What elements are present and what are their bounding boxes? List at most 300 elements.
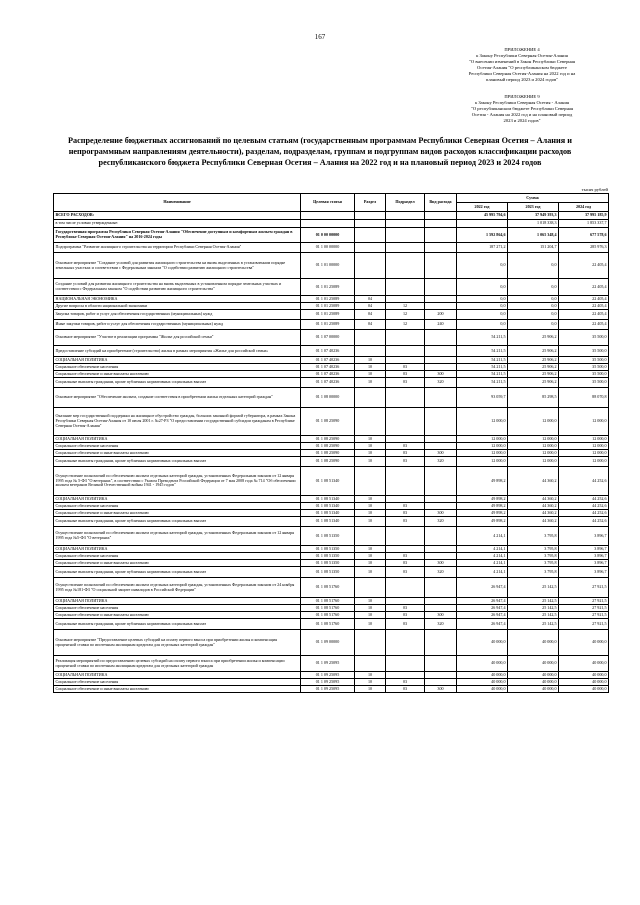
page-number: 167 <box>314 33 326 41</box>
row-target-code: 01 1 07 40236 <box>301 346 355 357</box>
row-amount-2024: 12 000,0 <box>559 443 609 450</box>
row-amount-2022: 40 000,0 <box>457 686 508 693</box>
row-amount-2022: 12 000,0 <box>457 408 508 436</box>
row-name: Закупка товаров, работ и услуг для обеспечения государственных (муниципальных) нужд <box>54 310 301 320</box>
row-amount-2023: 40 000,0 <box>508 679 559 686</box>
row-name: в том числе условно утвержденные: <box>54 220 301 228</box>
row-expense-type-code <box>425 496 457 503</box>
table-row <box>54 243 609 253</box>
table-row <box>54 560 609 567</box>
row-amount-2024: 12 000,0 <box>559 436 609 443</box>
row-expense-type-code <box>425 303 457 310</box>
row-subsection-code: 03 <box>386 679 425 686</box>
row-expense-type-code <box>425 253 457 279</box>
table-row <box>54 253 609 279</box>
header-subsection: Подраздел <box>386 194 425 212</box>
row-expense-type-code <box>425 330 457 346</box>
row-amount-2023: 25 906,2 <box>508 346 559 357</box>
row-target-code: 01 1 01 25089 <box>301 310 355 320</box>
row-section-code: 10 <box>355 553 386 560</box>
row-target-code: 01 0 00 00000 <box>301 228 355 243</box>
table-row <box>54 330 609 346</box>
row-amount-2024: 3 896,7 <box>559 527 609 546</box>
row-expense-type-code: 320 <box>425 619 457 630</box>
row-expense-type-code <box>425 605 457 612</box>
row-name: Социальное обеспечение и иные выплаты населению <box>54 510 301 517</box>
row-amount-2022: 45 995 794,6 <box>457 212 508 220</box>
row-amount-2022: 49 898,2 <box>457 503 508 510</box>
row-amount-2023: 1 065 348,4 <box>508 228 559 243</box>
row-section-code <box>355 220 386 228</box>
row-target-code: 01 1 01 00000 <box>301 253 355 279</box>
row-amount-2022: 26 947,4 <box>457 619 508 630</box>
row-expense-type-code: 320 <box>425 457 457 467</box>
row-section-code <box>355 656 386 672</box>
row-name: Реализация мероприятий по предоставлению целевых субсидий на оплату первого взноса при приобретении жилья и компенсации процентной ставки по ипотечным жилищным кредитам для отдельных категорий граждан <box>54 656 301 672</box>
row-amount-2024: 3 896,7 <box>559 546 609 553</box>
row-amount-2024: 22 405,4 <box>559 296 609 303</box>
row-expense-type-code <box>425 503 457 510</box>
row-amount-2024: 35 500,0 <box>559 357 609 364</box>
row-amount-2022: 0,0 <box>457 310 508 320</box>
row-name: СОЦИАЛЬНАЯ ПОЛИТИКА <box>54 672 301 679</box>
row-expense-type-code: 300 <box>425 510 457 517</box>
row-amount-2022: 12 000,0 <box>457 450 508 457</box>
row-subsection-code <box>386 279 425 296</box>
row-amount-2022: 4 214,1 <box>457 560 508 567</box>
row-amount-2023: 25 142,5 <box>508 605 559 612</box>
row-name: Социальные выплаты гражданам, кроме публичных нормативных социальных выплат <box>54 378 301 388</box>
row-section-code <box>355 253 386 279</box>
table-row <box>54 510 609 517</box>
row-target-code: 01 1 08 25090 <box>301 436 355 443</box>
row-amount-2024: 44 252,6 <box>559 510 609 517</box>
row-name: Оказание мер государственной поддержки на жилищное обустройство граждан, больших законной формой губернатора, в рамках Закона Республики Северная Осетия-Алания от 10 июля 2001 г. №27-РЗ "О предоставлении государственной субсидии гражданам в Республике Северная Осетия-Алания" <box>54 408 301 436</box>
budget-table <box>53 193 609 693</box>
row-expense-type-code <box>425 388 457 408</box>
row-amount-2023: 25 906,2 <box>508 364 559 371</box>
row-subsection-code <box>386 243 425 253</box>
row-name: Социальные выплаты гражданам, кроме публичных нормативных социальных выплат <box>54 517 301 527</box>
table-row <box>54 320 609 330</box>
row-amount-2024: 44 252,6 <box>559 503 609 510</box>
row-target-code: 01 1 07 40236 <box>301 378 355 388</box>
table-row <box>54 656 609 672</box>
row-target-code: 01 1 08 51350 <box>301 560 355 567</box>
row-amount-2022: 26 947,4 <box>457 612 508 619</box>
row-subsection-code <box>386 496 425 503</box>
row-section-code: 10 <box>355 567 386 578</box>
row-subsection-code <box>386 296 425 303</box>
table-row <box>54 605 609 612</box>
row-section-code <box>355 212 386 220</box>
row-target-code: 01 1 08 51340 <box>301 503 355 510</box>
table-row <box>54 517 609 527</box>
row-name: Осуществление полномочий по обеспечению жильем отдельных категорий граждан, установленных Федеральным законом от 24 ноября 1995 года №181-ФЗ "О социальной защите инвалидов в Российской Федерации" <box>54 578 301 598</box>
row-target-code: 01 1 08 25090 <box>301 408 355 436</box>
row-section-code <box>355 388 386 408</box>
row-name: Социальное обеспечение и иные выплаты населению <box>54 560 301 567</box>
row-amount-2024: 27 921,5 <box>559 605 609 612</box>
row-subsection-code <box>386 527 425 546</box>
row-section-code: 10 <box>355 357 386 364</box>
appendix-9-line: 2023 и 2024 годов" <box>503 118 541 123</box>
row-amount-2024: 88 070,8 <box>559 388 609 408</box>
row-subsection-code: 03 <box>386 371 425 378</box>
header-expense-type: Вид расхода <box>425 194 457 212</box>
row-target-code: 01 1 07 00000 <box>301 330 355 346</box>
row-target-code: 01 1 08 51760 <box>301 578 355 598</box>
row-subsection-code <box>386 467 425 496</box>
row-subsection-code <box>386 212 425 220</box>
row-subsection-code: 03 <box>386 619 425 630</box>
table-row <box>54 496 609 503</box>
row-amount-2024: 35 500,0 <box>559 330 609 346</box>
row-target-code: 01 1 07 40236 <box>301 364 355 371</box>
row-expense-type-code <box>425 443 457 450</box>
row-amount-2024: 37 995 185,9 <box>559 212 609 220</box>
row-name: Основное мероприятие "Предоставление целевых субсидий на оплату первого взноса при приобретении жилья и компенсация процентной ставки по ипотечным жилищным кредитам для отдельных категорий граждан" <box>54 630 301 656</box>
row-amount-2024: 3 896,7 <box>559 567 609 578</box>
table-row <box>54 553 609 560</box>
row-target-code: 01 1 08 51340 <box>301 496 355 503</box>
table-row <box>54 612 609 619</box>
row-amount-2023: 44 360,2 <box>508 510 559 517</box>
row-amount-2024: 40 000,0 <box>559 686 609 693</box>
row-expense-type-code <box>425 598 457 605</box>
row-amount-2023: 3 795,8 <box>508 560 559 567</box>
row-amount-2023: 3 795,8 <box>508 527 559 546</box>
row-target-code: 01 1 08 51760 <box>301 612 355 619</box>
row-target-code: 01 1 09 00000 <box>301 630 355 656</box>
row-name: Социальное обеспечение населения <box>54 443 301 450</box>
row-section-code: 10 <box>355 436 386 443</box>
row-name: Подпрограмма "Развитие жилищного строительства на территории Республики Северная Осетия-Алания" <box>54 243 301 253</box>
row-amount-2024: 12 000,0 <box>559 457 609 467</box>
row-amount-2024: 44 252,6 <box>559 496 609 503</box>
row-subsection-code: 03 <box>386 553 425 560</box>
row-amount-2023: 44 360,2 <box>508 467 559 496</box>
table-row <box>54 388 609 408</box>
row-expense-type-code <box>425 436 457 443</box>
row-name: СОЦИАЛЬНАЯ ПОЛИТИКА <box>54 546 301 553</box>
row-expense-type-code: 300 <box>425 686 457 693</box>
row-amount-2023: 1 018 338,3 <box>508 220 559 228</box>
row-amount-2022: 12 000,0 <box>457 443 508 450</box>
row-target-code: 01 1 08 25090 <box>301 443 355 450</box>
row-section-code: 10 <box>355 517 386 527</box>
row-amount-2023: 44 360,2 <box>508 517 559 527</box>
row-expense-type-code: 200 <box>425 310 457 320</box>
row-section-code: 10 <box>355 546 386 553</box>
row-amount-2023: 0,0 <box>508 296 559 303</box>
appendix-9-line: к Закону Республики Северная Осетия - Алания <box>474 100 570 105</box>
table-row <box>54 303 609 310</box>
row-name: Иные закупки товаров, работ и услуг для обеспечения государственных (муниципальных) нужд <box>54 320 301 330</box>
table-row <box>54 567 609 578</box>
row-subsection-code <box>386 228 425 243</box>
row-amount-2023: 25 906,2 <box>508 330 559 346</box>
row-amount-2022: 93 059,7 <box>457 388 508 408</box>
row-amount-2023: 12 000,0 <box>508 450 559 457</box>
row-subsection-code <box>386 357 425 364</box>
table-row <box>54 310 609 320</box>
row-amount-2022: 4 214,1 <box>457 567 508 578</box>
row-amount-2022: 40 000,0 <box>457 656 508 672</box>
row-target-code: 01 1 07 40236 <box>301 357 355 364</box>
table-row <box>54 212 609 220</box>
row-amount-2023: 3 795,8 <box>508 567 559 578</box>
row-amount-2023: 0,0 <box>508 279 559 296</box>
table-row <box>54 598 609 605</box>
row-name: Социальное обеспечение населения <box>54 503 301 510</box>
header-section: Раздел <box>355 194 386 212</box>
row-name: СОЦИАЛЬНАЯ ПОЛИТИКА <box>54 436 301 443</box>
row-subsection-code: 03 <box>386 503 425 510</box>
table-row <box>54 371 609 378</box>
row-target-code: 01 1 08 51760 <box>301 598 355 605</box>
row-subsection-code: 03 <box>386 517 425 527</box>
row-expense-type-code <box>425 672 457 679</box>
row-amount-2023: 25 142,5 <box>508 612 559 619</box>
row-expense-type-code <box>425 364 457 371</box>
row-expense-type-code <box>425 220 457 228</box>
row-section-code: 10 <box>355 605 386 612</box>
row-name: СОЦИАЛЬНАЯ ПОЛИТИКА <box>54 598 301 605</box>
row-expense-type-code: 300 <box>425 560 457 567</box>
row-expense-type-code: 240 <box>425 320 457 330</box>
table-row <box>54 527 609 546</box>
table-row <box>54 279 609 296</box>
row-amount-2023: 25 906,2 <box>508 378 559 388</box>
table-row <box>54 457 609 467</box>
row-target-code: 01 1 08 51340 <box>301 510 355 517</box>
row-target-code: 01 1 01 25089 <box>301 303 355 310</box>
row-section-code: 04 <box>355 303 386 310</box>
row-amount-2022: 54 211,5 <box>457 330 508 346</box>
appendix-9-line: Осетия - Алания на 2022 год и на плановый период <box>471 112 573 117</box>
row-amount-2022: 40 000,0 <box>457 679 508 686</box>
row-amount-2023: 25 906,2 <box>508 357 559 364</box>
appendix-4-line: Осетия-Алания "О республиканском бюджете <box>477 65 567 70</box>
row-amount-2023: 25 142,5 <box>508 619 559 630</box>
row-amount-2022: 40 000,0 <box>457 630 508 656</box>
table-row <box>54 228 609 243</box>
row-target-code <box>301 220 355 228</box>
row-target-code: 01 1 01 25089 <box>301 296 355 303</box>
header-2022: 2022 год <box>457 203 508 212</box>
row-amount-2022: 54 211,5 <box>457 364 508 371</box>
row-amount-2022: 40 000,0 <box>457 672 508 679</box>
row-target-code: 01 1 08 51760 <box>301 619 355 630</box>
row-target-code: 01 1 08 51350 <box>301 527 355 546</box>
row-expense-type-code <box>425 346 457 357</box>
row-section-code: 10 <box>355 560 386 567</box>
row-amount-2022: 0,0 <box>457 279 508 296</box>
row-expense-type-code <box>425 630 457 656</box>
row-subsection-code: 03 <box>386 612 425 619</box>
table-row <box>54 364 609 371</box>
row-amount-2023: 0,0 <box>508 310 559 320</box>
row-amount-2022: 4 214,1 <box>457 527 508 546</box>
row-section-code <box>355 630 386 656</box>
appendix-4-line: к Закону Республики Северная Осетия-Алания <box>476 53 568 58</box>
document-title: Распределение бюджетных ассигнований по целевым статьям (государственным программам Республики Северная Осетия – Алания и непрограммным направлениям деятельности), разделам, подразделам, группам и подгруппам видов расходов классификации расходов республиканского бюджета Республики Северная Осетия – Алания на 2022 год и на плановый период 2023 и 2024 годов <box>68 136 572 167</box>
row-expense-type-code <box>425 527 457 546</box>
row-amount-2024: 12 000,0 <box>559 408 609 436</box>
row-subsection-code: 03 <box>386 510 425 517</box>
row-amount-2024: 40 000,0 <box>559 672 609 679</box>
row-amount-2024: 35 500,0 <box>559 346 609 357</box>
row-subsection-code <box>386 578 425 598</box>
row-section-code <box>355 228 386 243</box>
row-amount-2023: 12 000,0 <box>508 457 559 467</box>
row-amount-2022: 49 898,2 <box>457 467 508 496</box>
table-row <box>54 686 609 693</box>
row-section-code: 10 <box>355 443 386 450</box>
row-amount-2024: 22 405,4 <box>559 303 609 310</box>
row-name: Социальные выплаты гражданам, кроме публичных нормативных социальных выплат <box>54 457 301 467</box>
row-expense-type-code <box>425 553 457 560</box>
row-subsection-code: 03 <box>386 364 425 371</box>
row-subsection-code <box>386 330 425 346</box>
row-subsection-code: 12 <box>386 310 425 320</box>
units-label: тысяч рублей <box>581 187 608 192</box>
row-target-code: 01 1 08 51760 <box>301 605 355 612</box>
row-amount-2022: 26 947,4 <box>457 578 508 598</box>
row-section-code: 10 <box>355 672 386 679</box>
row-section-code: 10 <box>355 510 386 517</box>
row-amount-2024: 22 405,4 <box>559 320 609 330</box>
row-name: СОЦИАЛЬНАЯ ПОЛИТИКА <box>54 496 301 503</box>
row-section-code: 10 <box>355 598 386 605</box>
table-row <box>54 546 609 553</box>
header-2023: 2023 год <box>508 203 559 212</box>
row-amount-2023: 12 000,0 <box>508 408 559 436</box>
row-section-code <box>355 279 386 296</box>
row-amount-2022: 1 592 864,6 <box>457 228 508 243</box>
table-row <box>54 467 609 496</box>
row-section-code <box>355 527 386 546</box>
header-2024: 2024 год <box>559 203 609 212</box>
row-amount-2023: 44 360,2 <box>508 496 559 503</box>
row-amount-2024: 44 252,6 <box>559 467 609 496</box>
row-expense-type-code <box>425 679 457 686</box>
row-amount-2024: 40 000,0 <box>559 656 609 672</box>
row-amount-2022: 0,0 <box>457 253 508 279</box>
row-subsection-code <box>386 346 425 357</box>
row-subsection-code <box>386 656 425 672</box>
row-section-code <box>355 578 386 598</box>
row-amount-2022 <box>457 220 508 228</box>
row-amount-2024: 12 000,0 <box>559 450 609 457</box>
table-body <box>54 212 609 693</box>
row-amount-2024: 27 921,5 <box>559 578 609 598</box>
row-amount-2023: 25 142,5 <box>508 598 559 605</box>
row-name: Основное мероприятие "Обеспечение жильем, создание соответствия в приобретении жилья отдельных категорий граждан" <box>54 388 301 408</box>
row-name: Социальное обеспечение населения <box>54 364 301 371</box>
row-amount-2023: 44 360,2 <box>508 503 559 510</box>
row-name: Государственная программа Республики Северная Осетия-Алания "Обеспечение доступным и комфортным жильем граждан в Республике Северная Осетия-Алания" на 2016-2024 годы <box>54 228 301 243</box>
row-section-code <box>355 408 386 436</box>
header-name: Наименование <box>54 194 301 212</box>
row-subsection-code: 03 <box>386 567 425 578</box>
row-amount-2023: 40 000,0 <box>508 686 559 693</box>
row-amount-2023: 3 795,8 <box>508 546 559 553</box>
row-expense-type-code <box>425 467 457 496</box>
row-subsection-code: 03 <box>386 457 425 467</box>
table-row <box>54 296 609 303</box>
row-amount-2022: 49 898,2 <box>457 496 508 503</box>
row-expense-type-code <box>425 357 457 364</box>
table-row <box>54 672 609 679</box>
row-section-code <box>355 243 386 253</box>
row-subsection-code <box>386 388 425 408</box>
row-target-code: 01 1 09 25095 <box>301 686 355 693</box>
table-row <box>54 220 609 228</box>
row-amount-2022: 0,0 <box>457 303 508 310</box>
row-expense-type-code <box>425 546 457 553</box>
row-amount-2024: 27 921,5 <box>559 598 609 605</box>
row-amount-2022: 54 211,5 <box>457 378 508 388</box>
row-amount-2024: 40 000,0 <box>559 679 609 686</box>
row-section-code: 10 <box>355 679 386 686</box>
row-amount-2022: 26 947,4 <box>457 605 508 612</box>
row-amount-2024: 3 896,7 <box>559 553 609 560</box>
row-amount-2022: 0,0 <box>457 296 508 303</box>
row-target-code: 01 1 08 51340 <box>301 517 355 527</box>
table-row <box>54 346 609 357</box>
row-amount-2023: 37 949 393,3 <box>508 212 559 220</box>
row-target-code: 01 1 01 25089 <box>301 279 355 296</box>
table-row <box>54 436 609 443</box>
row-section-code: 10 <box>355 378 386 388</box>
row-target-code: 01 1 08 25090 <box>301 457 355 467</box>
row-expense-type-code <box>425 408 457 436</box>
row-expense-type-code <box>425 228 457 243</box>
row-amount-2023: 25 906,2 <box>508 371 559 378</box>
row-subsection-code <box>386 672 425 679</box>
row-section-code <box>355 467 386 496</box>
row-expense-type-code <box>425 279 457 296</box>
row-subsection-code: 03 <box>386 450 425 457</box>
row-expense-type-code: 320 <box>425 517 457 527</box>
table-row <box>54 630 609 656</box>
row-name: Социальные выплаты гражданам, кроме публичных нормативных социальных выплат <box>54 567 301 578</box>
row-name: Основное мероприятие "Создание условий для развития жилищного строительства на вновь выделенных в установленном порядке земельных участках и соответствии с Федеральным законом "О содействии развитию жилищного строительства" <box>54 253 301 279</box>
row-subsection-code: 03 <box>386 560 425 567</box>
row-amount-2024: 22 405,4 <box>559 253 609 279</box>
table-row <box>54 503 609 510</box>
row-subsection-code: 03 <box>386 443 425 450</box>
row-section-code: 04 <box>355 320 386 330</box>
row-amount-2024: 27 921,5 <box>559 612 609 619</box>
row-amount-2023: 25 142,5 <box>508 578 559 598</box>
row-name: Социальное обеспечение и иные выплаты населению <box>54 686 301 693</box>
appendix-4-line: Республики Северная Осетия-Алания на 2022 год и на <box>468 71 576 76</box>
row-name: Социальное обеспечение и иные выплаты населению <box>54 450 301 457</box>
row-target-code: 01 1 01 25089 <box>301 320 355 330</box>
row-amount-2024: 44 252,6 <box>559 517 609 527</box>
row-name: ВСЕГО РАСХОДОВ: <box>54 212 301 220</box>
row-amount-2023: 40 000,0 <box>508 656 559 672</box>
row-amount-2024: 285 976,3 <box>559 243 609 253</box>
row-amount-2024: 35 500,0 <box>559 364 609 371</box>
row-amount-2022: 12 000,0 <box>457 457 508 467</box>
row-amount-2024: 40 000,0 <box>559 630 609 656</box>
row-section-code <box>355 330 386 346</box>
row-amount-2022: 49 898,2 <box>457 510 508 517</box>
